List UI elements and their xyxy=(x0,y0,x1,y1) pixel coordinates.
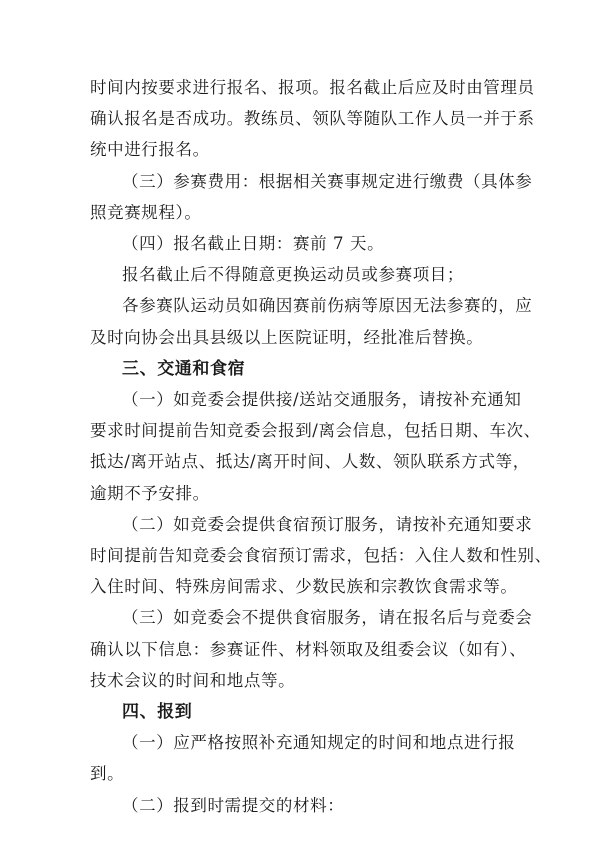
paragraph-line: （三）如竞委会不提供食宿服务，请在报名后与竞委会 xyxy=(122,608,533,628)
paragraph-line: （二）报到时需提交的材料： xyxy=(122,795,345,815)
paragraph-line: 要求时间提前告知竞委会报到/离会信息，包括日期、车次、 xyxy=(90,421,541,441)
paragraph-line: 抵达/离开站点、抵达/离开时间、人数、领队联系方式等， xyxy=(90,452,530,472)
paragraph-line: （四）报名截止日期：赛前 7 天。 xyxy=(122,234,385,253)
paragraph-line: 逾期不予安排。 xyxy=(90,483,210,503)
section-heading-transport: 三、交通和食宿 xyxy=(122,358,246,379)
paragraph-line: 时间内按要求进行报名、报项。报名截止后应及时由管理员 xyxy=(90,78,535,97)
paragraph-line: （一）应严格按照补充通知规定的时间和地点进行报 xyxy=(122,733,516,753)
paragraph-line: （二）如竞委会提供食宿预订服务，请按补充通知要求 xyxy=(122,514,533,534)
paragraph-line: 照竞赛规程）。 xyxy=(90,202,202,222)
paragraph-line: 及时向协会出具县级以上医院证明，经批准后替换。 xyxy=(90,327,484,347)
paragraph-line: 入住时间、特殊房间需求、少数民族和宗教饮食需求等。 xyxy=(90,577,518,597)
paragraph-line: （三）参赛费用：根据相关赛事规定进行缴费（具体参 xyxy=(122,171,533,191)
paragraph-line: 到。 xyxy=(90,764,125,784)
paragraph-line: 各参赛队运动员如确因赛前伤病等原因无法参赛的，应 xyxy=(122,296,533,316)
paragraph-line: 确认报名是否成功。教练员、领队等随队工作人员一并于系 xyxy=(90,109,535,129)
paragraph-line: 技术会议的时间和地点等。 xyxy=(90,670,296,690)
paragraph-line: 统中进行报名。 xyxy=(90,140,210,160)
section-heading-registration: 四、报到 xyxy=(122,702,193,722)
paragraph-line: 时间提前告知竞委会食宿预订需求，包括：入住人数和性别、 xyxy=(90,546,552,565)
paragraph-line: （一）如竞委会提供接/送站交通服务，请按补充通知 xyxy=(122,390,522,409)
paragraph-line: 确认以下信息：参赛证件、材料领取及组委会议（如有）、 xyxy=(90,639,527,659)
paragraph-line: 报名截止后不得随意更换运动员或参赛项目； xyxy=(122,265,464,285)
